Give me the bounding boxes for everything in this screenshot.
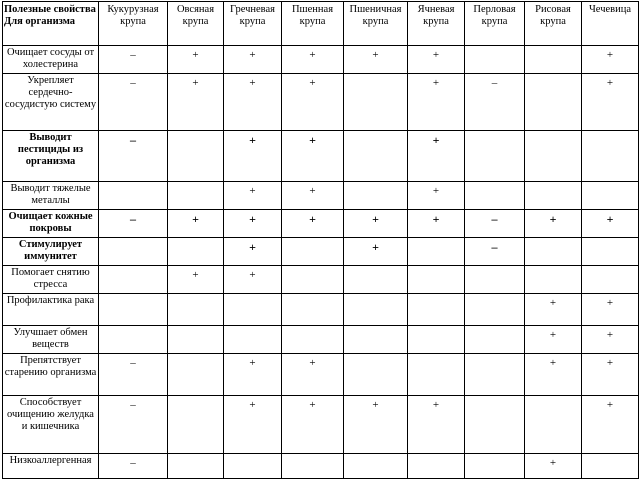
row-label: Низкоаллергенная <box>3 454 99 479</box>
table-cell: + <box>224 181 282 209</box>
table-cell <box>344 325 408 353</box>
table-cell <box>582 181 639 209</box>
table-cell <box>408 265 465 293</box>
table-cell <box>282 237 344 265</box>
table-cell <box>465 454 525 479</box>
table-cell <box>344 130 408 181</box>
table-cell <box>344 293 408 325</box>
table-cell: – <box>99 209 168 237</box>
table-cell: + <box>525 293 582 325</box>
table-cell: – <box>99 130 168 181</box>
header-row <box>3 2 639 46</box>
row-label: Очищает сосуды от холестерина <box>3 46 99 74</box>
table-row <box>3 130 639 181</box>
table-cell <box>99 265 168 293</box>
table-cell: + <box>224 209 282 237</box>
table-cell: + <box>408 181 465 209</box>
table-row <box>3 293 639 325</box>
row-label: Выводит тяжелые металлы <box>3 181 99 209</box>
table-cell: – <box>465 237 525 265</box>
table-cell: + <box>224 353 282 395</box>
table-cell: + <box>525 454 582 479</box>
table-row <box>3 73 639 130</box>
table-cell: + <box>282 353 344 395</box>
table-cell: – <box>99 353 168 395</box>
table-cell: + <box>582 293 639 325</box>
table-cell <box>525 181 582 209</box>
table-cell <box>465 130 525 181</box>
table-cell <box>168 130 224 181</box>
table-body <box>3 46 639 479</box>
row-label: Профилактика рака <box>3 293 99 325</box>
table-cell: + <box>224 396 282 454</box>
table-cell <box>168 293 224 325</box>
table-cell: + <box>582 325 639 353</box>
column-header: Пшенная крупа <box>282 2 344 46</box>
column-header: Чечевица <box>582 2 639 46</box>
table-cell <box>344 73 408 130</box>
table-cell <box>99 325 168 353</box>
table-cell: + <box>168 73 224 130</box>
table-cell <box>582 130 639 181</box>
table-cell <box>525 73 582 130</box>
table-cell <box>99 237 168 265</box>
table-cell <box>168 454 224 479</box>
table-cell: + <box>344 209 408 237</box>
table-cell: – <box>99 46 168 74</box>
table-cell <box>168 181 224 209</box>
table-cell: + <box>282 46 344 74</box>
table-cell: + <box>224 130 282 181</box>
table-cell <box>525 237 582 265</box>
table-cell <box>465 46 525 74</box>
table-row <box>3 353 639 395</box>
table-cell: + <box>282 209 344 237</box>
column-header: Пшеничная крупа <box>344 2 408 46</box>
column-header: Гречневая крупа <box>224 2 282 46</box>
table-cell: + <box>282 130 344 181</box>
table-cell <box>224 325 282 353</box>
column-header: Рисовая крупа <box>525 2 582 46</box>
table-cell <box>582 265 639 293</box>
table-cell <box>344 181 408 209</box>
table-cell <box>465 396 525 454</box>
table-cell <box>465 181 525 209</box>
table-cell: + <box>282 181 344 209</box>
table-cell <box>408 325 465 353</box>
table-cell: + <box>344 396 408 454</box>
table-cell <box>168 325 224 353</box>
column-header: Ячневая крупа <box>408 2 465 46</box>
table-cell: + <box>408 209 465 237</box>
row-label: Очищает кожные покровы <box>3 209 99 237</box>
table-cell <box>344 454 408 479</box>
table-cell <box>465 293 525 325</box>
table-cell <box>99 181 168 209</box>
table-cell: + <box>582 46 639 74</box>
table-cell: + <box>224 73 282 130</box>
table-cell <box>344 353 408 395</box>
cereal-properties-table <box>2 1 639 479</box>
table-cell <box>282 265 344 293</box>
table-row <box>3 396 639 454</box>
table-cell <box>224 454 282 479</box>
table-cell <box>525 265 582 293</box>
column-header: Овсяная крупа <box>168 2 224 46</box>
table-cell: + <box>224 237 282 265</box>
table-row <box>3 181 639 209</box>
table-row <box>3 209 639 237</box>
table-cell <box>582 237 639 265</box>
table-cell: – <box>99 73 168 130</box>
table-cell <box>282 454 344 479</box>
table-cell: + <box>525 353 582 395</box>
table-cell <box>282 293 344 325</box>
table-cell <box>168 396 224 454</box>
table-cell: + <box>224 265 282 293</box>
table-cell: + <box>582 209 639 237</box>
table-cell: + <box>344 46 408 74</box>
table-cell <box>582 454 639 479</box>
table-cell: + <box>408 46 465 74</box>
table-cell: + <box>282 73 344 130</box>
table-row <box>3 237 639 265</box>
table-cell <box>99 293 168 325</box>
table-cell <box>465 265 525 293</box>
table-row <box>3 454 639 479</box>
table-cell <box>525 396 582 454</box>
row-label: Выводит пестициды из организма <box>3 130 99 181</box>
table-cell <box>408 293 465 325</box>
table-cell: + <box>282 396 344 454</box>
table-cell <box>465 325 525 353</box>
table-cell <box>344 265 408 293</box>
row-label: Улучшает обмен веществ <box>3 325 99 353</box>
table-cell <box>408 353 465 395</box>
table-cell <box>525 130 582 181</box>
table-cell: + <box>224 46 282 74</box>
table-row <box>3 325 639 353</box>
table-cell: + <box>582 73 639 130</box>
table-cell: + <box>408 73 465 130</box>
table-cell: + <box>525 209 582 237</box>
table-cell: – <box>99 396 168 454</box>
column-header: Перловая крупа <box>465 2 525 46</box>
table-cell: + <box>408 130 465 181</box>
table-cell: – <box>99 454 168 479</box>
row-label: Укрепляет сердечно-сосудистую систему <box>3 73 99 130</box>
table-cell <box>168 353 224 395</box>
table-row <box>3 265 639 293</box>
table-cell <box>465 353 525 395</box>
table-cell <box>224 293 282 325</box>
table-cell: + <box>168 209 224 237</box>
table-cell <box>408 237 465 265</box>
table-cell <box>168 237 224 265</box>
corner-header: Полезные свойства Для организма <box>3 2 99 46</box>
table-cell: + <box>408 396 465 454</box>
row-label: Стимулирует иммунитет <box>3 237 99 265</box>
table-cell: + <box>525 325 582 353</box>
row-label: Помогает снятию стресса <box>3 265 99 293</box>
table-cell <box>282 325 344 353</box>
row-label: Способствует очищению желудка и кишечника <box>3 396 99 454</box>
table-cell: + <box>168 46 224 74</box>
table-cell: – <box>465 209 525 237</box>
table-cell: – <box>465 73 525 130</box>
table-cell: + <box>168 265 224 293</box>
column-header: Кукурузная крупа <box>99 2 168 46</box>
table-cell: + <box>344 237 408 265</box>
row-label: Препятствует старению организма <box>3 353 99 395</box>
table-cell <box>408 454 465 479</box>
table-row <box>3 46 639 74</box>
table-cell: + <box>582 396 639 454</box>
table-cell: + <box>582 353 639 395</box>
table-cell <box>525 46 582 74</box>
